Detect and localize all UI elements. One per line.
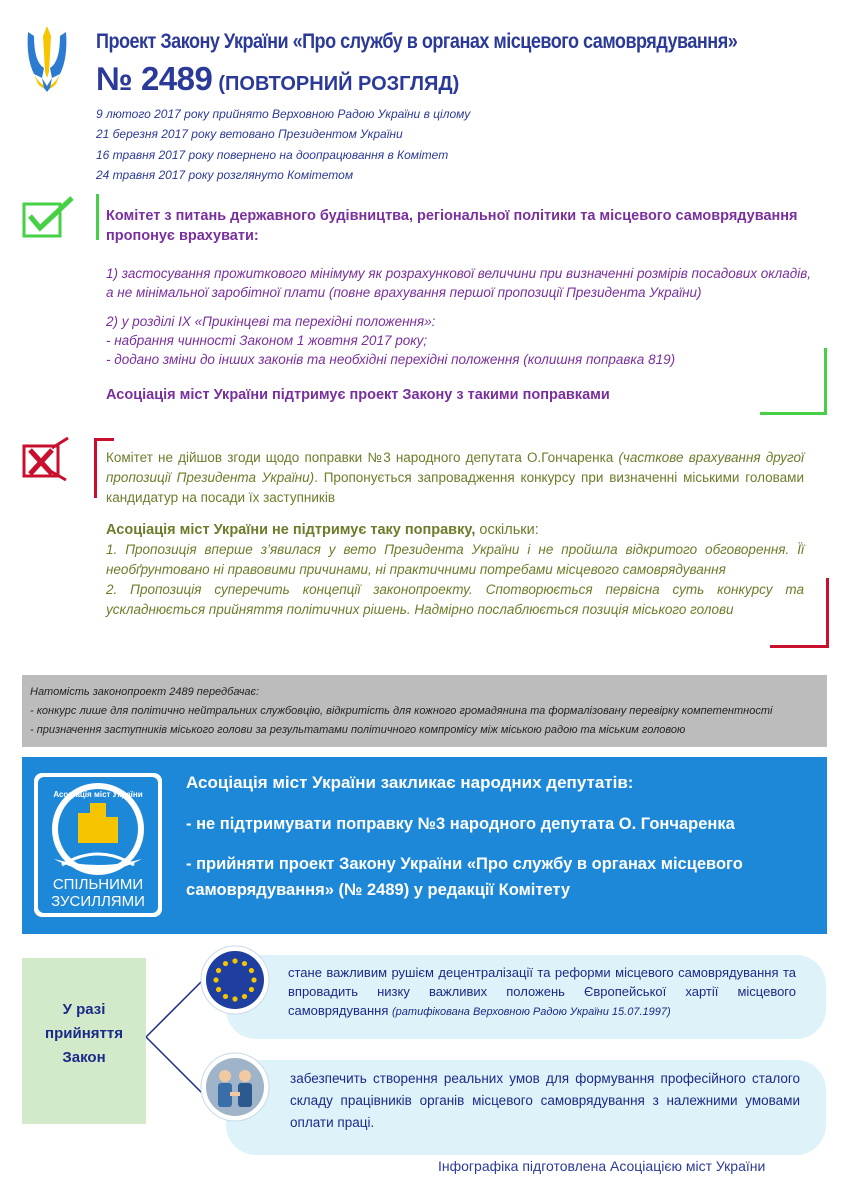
outcome-label bbox=[22, 998, 146, 1070]
rejection-reason: 1. Пропозиція вперше з’явилася у вето Президента України і не пройшла відкритого обговорення. Її необґрунтовано ні правовими причинами, ні практичними потребами місцевого самоврядування bbox=[106, 542, 804, 577]
green-bracket-right bbox=[824, 348, 827, 414]
page-title: Проект Закону України «Про службу в органах місцевого самоврядування» bbox=[96, 30, 738, 53]
instead-heading: Натомість законопроект 2489 передбачає: bbox=[30, 686, 260, 698]
red-bracket-top bbox=[94, 438, 114, 441]
timeline-item: 24 травня 2017 року розглянуто Комітетом bbox=[96, 168, 354, 183]
proposal-item: 1) застосування прожиткового мінімуму як розрахункової величини при визначенні розмірів посадових окладів, а не мінімальної заробітної плати (повне врахування першої пропозиції Президента України) bbox=[106, 266, 812, 300]
eu-flag-icon bbox=[200, 945, 270, 1015]
timeline-item: 21 березня 2017 року ветовано Президентом України bbox=[96, 127, 403, 142]
rejected-amendment bbox=[106, 448, 804, 620]
checkmark-icon bbox=[22, 196, 68, 234]
rejection-reason: 2. Пропозиція суперечить концепції законопроекту. Спотворюється первісна суть конкурсу та ускладнюється прийняття політичних рішень. Надмірно послаблюється позиція міського голови bbox=[106, 582, 804, 617]
logo-motto-line: ЗУСИЛЛЯМИ bbox=[51, 893, 145, 910]
eu-star-icon bbox=[242, 961, 247, 966]
eu-star-icon bbox=[232, 996, 237, 1001]
green-bracket-left bbox=[96, 194, 99, 240]
appeal-item: - прийняти проект Закону України «Про службу в органах місцевого самоврядування» (№ 2489) у редакції Комітету bbox=[186, 855, 743, 899]
eu-star-icon bbox=[242, 994, 247, 999]
committee-proposals bbox=[106, 206, 822, 403]
appeal-heading: Асоціація міст України закликає народних депутатів: bbox=[186, 773, 634, 792]
proposal-item: 2) у розділі IX «Прикінцеві та перехідні положення»: bbox=[106, 314, 436, 329]
proposal-subitem: - набрання чинності Законом 1 жовтня 2017 року; bbox=[106, 333, 428, 348]
eu-star-icon bbox=[249, 968, 254, 973]
amendment-text: Комітет не дійшов згоди щодо поправки №3 народного депутата О.Гончаренка bbox=[106, 450, 619, 465]
timeline-dates bbox=[96, 104, 616, 186]
instead-item: - призначення заступників міського голови за результатами політичного компромісу між міською радою та міським головою bbox=[30, 724, 686, 736]
proposal-subitem: - додано зміни до інших законів та необхідні перехідні положення (колишня поправка 819) bbox=[106, 352, 676, 367]
eu-star-icon bbox=[251, 977, 256, 982]
logo-arc-text: Асоціація міст України bbox=[53, 790, 143, 799]
timeline-item: 16 травня 2017 року повернено на доопрацювання в Комітет bbox=[96, 147, 449, 162]
eu-star-icon bbox=[232, 958, 237, 963]
logo-motto-line: СПІЛЬНИМИ bbox=[52, 876, 144, 893]
bill-number: № 2489 bbox=[96, 60, 213, 97]
eu-star-icon bbox=[223, 961, 228, 966]
eu-star-icon bbox=[213, 977, 218, 982]
bill-number-title bbox=[96, 60, 459, 98]
outcome-text-charter bbox=[288, 963, 796, 1022]
committee-heading: Комітет з питань державного будівництва, регіональної політики та місцевого самоврядування пропонує врахувати: bbox=[106, 208, 798, 244]
bill-review-note: (ПОВТОРНИЙ РОЗГЛЯД) bbox=[218, 73, 460, 95]
amendment-text-cont: . Пропонується запровадження конкурсу при визначенні міськими головами кандидатур на посади їх заступників bbox=[106, 470, 804, 505]
outcome-note: (ратифікована Верховною Радою України 15.07.1997) bbox=[392, 1006, 671, 1018]
outcome-text: стане важливим рушієм децентралізації та реформи місцевого самоврядування та впровадить низку важливих положень Європейської хартії місцевого самоврядування bbox=[288, 965, 796, 1018]
outcome-label-line: прийняття bbox=[45, 1025, 123, 1042]
amendment-description bbox=[106, 448, 804, 508]
logo-motto bbox=[34, 876, 162, 910]
instead-text bbox=[30, 683, 825, 740]
amendment-note: (часткове врахування другої пропозиції Президента України) bbox=[106, 450, 804, 485]
footer-credit: Інфографіка підготовлена Асоціацією міст України bbox=[438, 1158, 766, 1174]
outcome-text-staff: забезпечить створення реальних умов для формування професійного сталого складу працівників органів місцевого самоврядування з належними умовами оплати праці. bbox=[290, 1071, 800, 1130]
outcome-label-line: Закон bbox=[62, 1049, 106, 1066]
appeal-text bbox=[186, 773, 806, 917]
rejection-heading-bold: Асоціація міст України не підтримує таку поправку, bbox=[106, 522, 476, 538]
instead-item: - конкурс лише для політично нейтральних службовцію, відкритість для кожного громадянина та формалізовану перевірку компетентності bbox=[30, 705, 773, 717]
eu-star-icon bbox=[216, 968, 221, 973]
rejection-heading-rest: оскільки: bbox=[475, 522, 539, 538]
eu-star-icon bbox=[216, 987, 221, 992]
eu-star-icon bbox=[249, 987, 254, 992]
red-bracket-left bbox=[94, 438, 97, 498]
cross-mark-icon bbox=[22, 436, 68, 476]
eu-star-icon bbox=[223, 994, 228, 999]
ukraine-trident-icon bbox=[22, 22, 72, 102]
red-bracket-right bbox=[826, 578, 829, 648]
connector-lines bbox=[146, 975, 206, 1105]
appeal-item: - не підтримувати поправку №3 народного депутата О. Гончаренка bbox=[186, 815, 735, 833]
green-bracket-bottom bbox=[760, 412, 827, 415]
red-bracket-bottom bbox=[770, 645, 829, 648]
timeline-item: 9 лютого 2017 року прийнято Верховною Радою України в цілому bbox=[96, 107, 471, 121]
outcome-label-line: У разі bbox=[62, 1001, 106, 1018]
support-statement: Асоціація міст України підтримує проект Закону з такими поправками bbox=[106, 387, 610, 403]
handshake-people-icon bbox=[200, 1052, 270, 1122]
rejection-heading bbox=[106, 520, 804, 540]
